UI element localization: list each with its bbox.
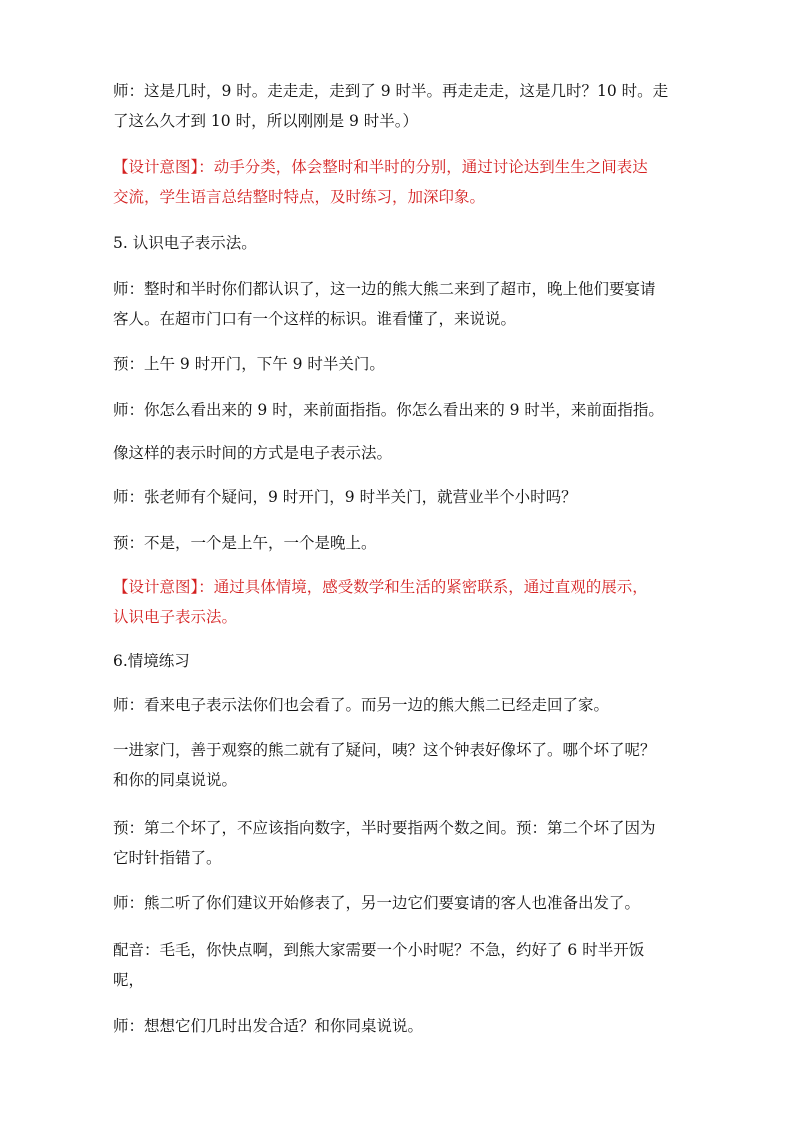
paragraph-teacher-supermarket <box>113 274 688 334</box>
text-line: 师：看来电子表示法你们也会看了。而另一边的熊大熊二已经走回了家。 <box>113 696 610 714</box>
section-heading-5 <box>113 228 688 258</box>
text-line: 它时针指错了。 <box>113 849 222 867</box>
text-line: 师：熊二听了你们建议开始修表了，另一边它们要宴请的客人也准备出发了。 <box>113 894 641 912</box>
text-line: 预：上午 9 时开门，下午 9 时半关门。 <box>113 355 385 373</box>
text-line: 6.情境练习 <box>113 652 190 670</box>
paragraph-prediction-morning-evening <box>113 528 688 558</box>
section-heading-6 <box>113 646 688 676</box>
text-line: 预：不是，一个是上午，一个是晚上。 <box>113 534 377 552</box>
design-intent-note-1 <box>113 152 688 212</box>
text-line: 【设计意图】：动手分类，体会整时和半时的分别，通过讨论达到生生之间表达 <box>113 158 648 176</box>
paragraph-teacher-departure <box>113 1011 688 1041</box>
text-line: 5. 认识电子表示法。 <box>113 234 257 252</box>
text-line: 一进家门，善于观察的熊二就有了疑问，咦？这个钟表好像坏了。哪个坏了呢？ <box>113 741 656 759</box>
paragraph-clock-broken <box>113 735 688 795</box>
paragraph-prediction-hours <box>113 349 688 379</box>
paragraph-teacher-question <box>113 482 688 512</box>
text-line: 【设计意图】：通过具体情境，感受数学和生活的紧密联系，通过直观的展示， <box>113 578 648 596</box>
paragraph-teacher-repair <box>113 888 688 918</box>
text-line: 师：想想它们几时出发合适？和你同桌说说。 <box>113 1017 424 1035</box>
text-line: 像这样的表示时间的方式是电子表示法。 <box>113 444 393 462</box>
text-line: 客人。在超市门口有一个这样的标识。谁看懂了，来说说。 <box>113 310 517 328</box>
text-line: 和你的同桌说说。 <box>113 771 238 789</box>
text-line: 配音：毛毛，你快点啊，到熊大家需要一个小时呢？不急，约好了 6 时半开饭 <box>113 941 645 959</box>
design-intent-note-2 <box>113 572 688 632</box>
text-line: 了这么久才到 10 时，所以刚刚是 9 时半。） <box>113 112 419 130</box>
text-line: 师：这是几时，9 时。走走走，走到了 9 时半。再走走走，这是几时？10 时。走 <box>113 82 669 100</box>
paragraph-teacher-point <box>113 395 688 425</box>
text-line: 师：你怎么看出来的 9 时，来前面指指。你怎么看出来的 9 时半，来前面指指。 <box>113 401 664 419</box>
paragraph-teacher-back-home <box>113 690 688 720</box>
paragraph-electronic-notation <box>113 438 688 468</box>
text-line: 师：整时和半时你们都认识了，这一边的熊大熊二来到了超市，晚上他们要宴请 <box>113 280 656 298</box>
paragraph-teacher-nine-thirty <box>113 76 688 136</box>
text-line: 呢， <box>113 971 145 989</box>
text-line: 预：第二个坏了，不应该指向数字，半时要指两个数之间。预：第二个坏了因为 <box>113 819 656 837</box>
text-line: 认识电子表示法。 <box>113 608 238 626</box>
text-line: 师：张老师有个疑问，9 时开门，9 时半关门，就营业半个小时吗？ <box>113 488 577 506</box>
paragraph-voiceover <box>113 935 688 995</box>
paragraph-prediction-second-broken <box>113 813 688 873</box>
text-line: 交流，学生语言总结整时特点，及时练习，加深印象。 <box>113 188 486 206</box>
